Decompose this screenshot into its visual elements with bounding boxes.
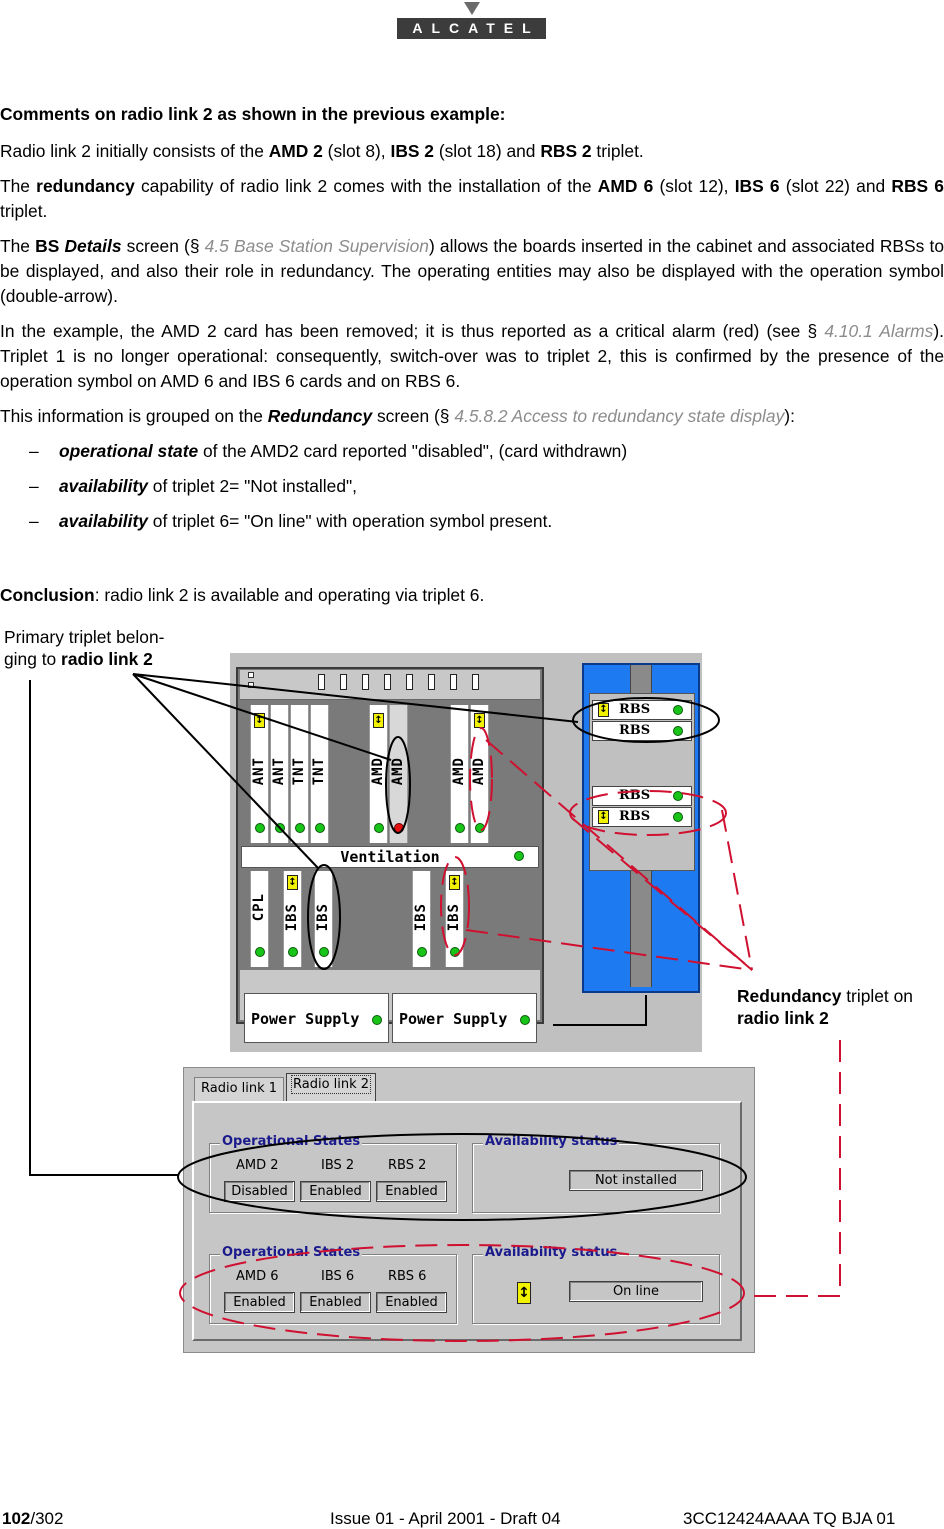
state-value: Enabled [300,1292,371,1313]
paragraph-5: This information is grouped on the Redundancy screen (§ 4.5.8.2 Access to redundancy state display): [0,406,795,426]
operation-icon: ↕ [517,1282,531,1304]
operation-icon: ↕ [374,715,383,726]
paragraph-2: The redundancy capability of radio link 2 comes with the installation of the AMD 6 (slot 12), IBS 6 (slot 22) and RBS 6 triplet. [0,176,944,221]
xref-link[interactable]: 4.5.8.2 Access to redundancy state display [454,406,785,426]
xref-link[interactable]: 4.5 Base Station Supervision [204,236,429,256]
state-value: Enabled [300,1181,371,1202]
section-heading: Comments on radio link 2 as shown in the previous example: [0,104,506,124]
availability-group-2: Availability status ↕ On line [472,1254,720,1324]
slot-ant-2[interactable]: ANT [270,705,289,843]
power-supply-2[interactable]: Power Supply [392,993,537,1043]
slot-ibs-6[interactable]: ↕ IBS [283,871,302,967]
alcatel-logo: ALCATEL [397,18,546,39]
rbs-4[interactable]: ↕ RBS [592,807,692,827]
issue-info: Issue 01 - April 2001 - Draft 04 [330,1509,561,1528]
rbs-3[interactable]: RBS [592,786,692,806]
availability-group-1: Availability status Not installed [472,1143,720,1213]
primary-ellipses [178,698,746,1220]
slot-ibs-2[interactable]: IBS [314,871,333,967]
bullet-item: – operational state of the AMD2 card reported "disabled", (card withdrawn) [29,441,628,461]
xref-link[interactable]: 4.10.1 Alarms [824,321,934,341]
slot-cpl[interactable]: CPL [250,871,269,967]
slot-amd-3[interactable]: AMD [450,705,469,843]
slot-ibs-3[interactable]: IBS [412,871,431,967]
redundancy-marks [180,728,840,1341]
page-number: 102/302 [2,1509,64,1528]
bullet-item: – availability of triplet 6= "On line" with operation symbol present. [29,511,553,531]
slot-amd-2[interactable]: AMD [389,705,408,843]
paragraph-3: The BS Details screen (§ 4.5 Base Station Supervision) allows the boards inserted in the cabinet and associated RBSs to be displayed, and also their role in redundancy. The operating entities may also be displayed with the operation symbol (double-arrow). [0,236,944,306]
slot-ibs-4[interactable]: ↕ IBS [445,871,464,967]
operation-icon: ↕ [450,877,459,888]
operation-icon: ↕ [475,715,484,726]
power-supply-1[interactable]: Power Supply [244,993,389,1043]
state-value: Disabled [224,1181,295,1202]
slot-amd-6[interactable]: ↕ AMD [369,705,388,843]
state-value: Enabled [376,1292,447,1313]
paragraph-1: Radio link 2 initially consists of the AMD 2 (slot 8), IBS 2 (slot 18) and RBS 2 triplet. [0,141,644,161]
slot-amd-4[interactable]: ↕ AMD [470,705,489,843]
conclusion: Conclusion: radio link 2 is available and operating via triplet 6. [0,585,485,605]
document-ref: 3CC12424AAAA TQ BJA 01 [683,1509,896,1528]
bullet-item: – availability of triplet 2= "Not installed", [29,476,357,496]
paragraph-4: In the example, the AMD 2 card has been removed; it is thus reported as a critical alarm (red) (see § 4.10.1 Alarms). Triplet 1 is no longer operational: consequently, switch-over was to triplet 2, this is confirmed by the presence of the operation symbol on AMD 6 and IBS 6 cards and on RBS 6. [0,321,944,391]
callout-redundancy: Redundancy triplet on radio link 2 [737,986,913,1028]
tab-radio-link-1[interactable]: Radio link 1 [194,1077,284,1101]
operational-states-group-2: Operational States AMD 6 IBS 6 RBS 6 Enabled Enabled Enabled [209,1254,457,1324]
ventilation-bar[interactable]: Ventilation [241,846,539,868]
slot-tnt-2[interactable]: TNT [310,705,329,843]
operation-icon: ↕ [599,704,608,715]
state-value: Enabled [224,1292,295,1313]
slot-tnt-1[interactable]: TNT [290,705,309,843]
tab-radio-link-2[interactable]: Radio link 2 [286,1073,376,1101]
availability-value: Not installed [569,1170,703,1191]
rbs-6[interactable]: ↕ RBS [592,700,692,720]
operation-icon: ↕ [288,877,297,888]
rbs-2[interactable]: RBS [592,721,692,741]
slot-ant-1[interactable]: ↕ ANT [250,705,269,843]
operational-states-group-1: Operational States AMD 2 IBS 2 RBS 2 Disabled Enabled Enabled [209,1143,457,1213]
callout-primary: Primary triplet belon- ging to radio link 2 [4,627,165,669]
operation-icon: ↕ [255,715,264,726]
operation-icon: ↕ [599,811,608,822]
availability-value: On line [569,1281,703,1302]
state-value: Enabled [376,1181,447,1202]
